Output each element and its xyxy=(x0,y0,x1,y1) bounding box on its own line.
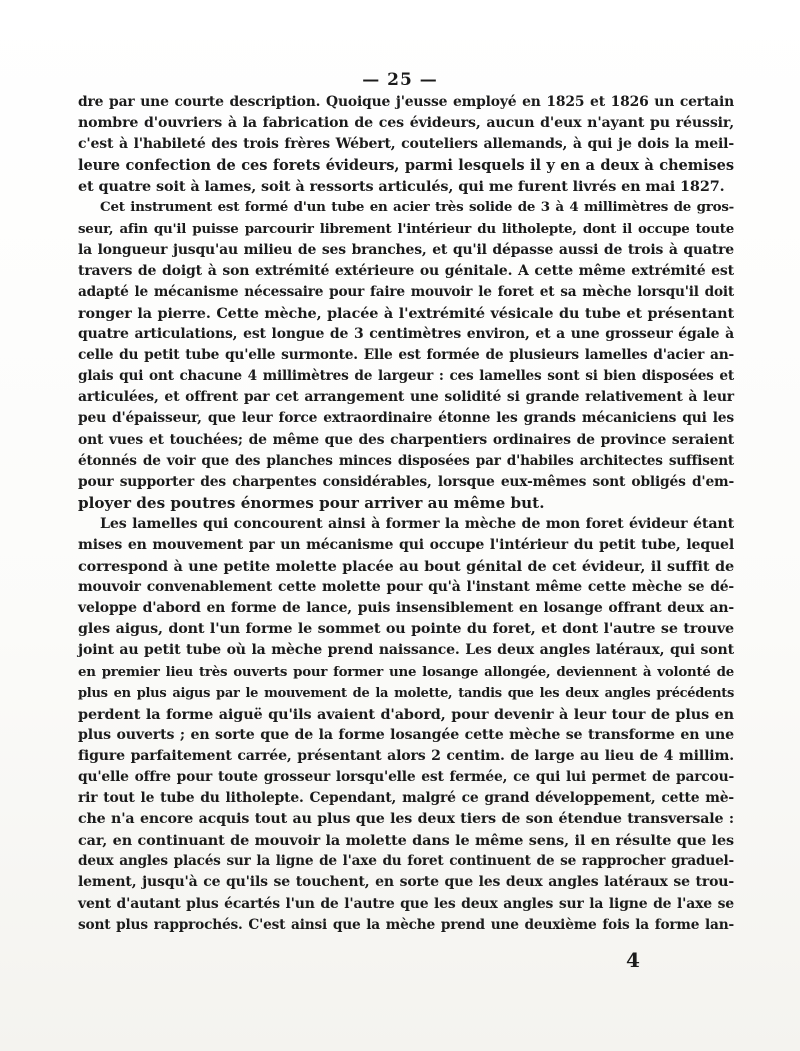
text-line: ployer des poutres énormes pour arriver au même but. xyxy=(78,493,545,512)
text-line: articulées, et offrent par cet arrangement une solidité si grande relativement à leur xyxy=(78,389,734,406)
paragraph xyxy=(78,92,734,197)
text-line: correspond à une petite molette placée au bout génital de cet évideur, il suffit de xyxy=(78,558,734,576)
text-line: mouvoir convenablement cette molette pour qu'à l'instant même cette mèche se dé- xyxy=(78,579,734,596)
body-text xyxy=(78,92,734,936)
text-line: seur, afin qu'il puisse parcourir librement l'intérieur du litholepte, dont il occupe toute xyxy=(78,220,734,237)
text-line: c'est à l'habileté des trois frères Wébert, couteliers allemands, à qui je dois la meil- xyxy=(78,136,734,153)
text-line: ont vues et touchées; de même que des charpentiers ordinaires de province seraient xyxy=(78,431,734,448)
paragraph xyxy=(78,197,734,513)
text-line: Cet instrument est formé d'un tube en acier très solide de 3 à 4 millimètres de gros- xyxy=(100,199,734,216)
text-line: étonnés de voir que des planches minces disposées par d'habiles architectes suffisent xyxy=(78,452,734,469)
text-line: deux angles placés sur la ligne de l'axe du foret continuent de se rapprocher graduel- xyxy=(78,853,734,870)
text-line: glais qui ont chacune 4 millimètres de largeur : ces lamelles sont si bien disposées et xyxy=(78,368,734,385)
text-line: veloppe d'abord en forme de lance, puis insensiblement en losange offrant deux an- xyxy=(78,600,734,617)
text-line: travers de doigt à son extrémité extérieure ou génitale. A cette même extrémité est xyxy=(78,262,734,279)
text-line: vent d'autant plus écartés l'un de l'autre que les deux angles sur la ligne de l'axe se xyxy=(78,895,734,912)
text-line: et quatre soit à lames, soit à ressorts articulés, qui me furent livrés en mai 1827. xyxy=(78,178,725,196)
text-line: joint au petit tube où la mèche prend naissance. Les deux angles latéraux, qui sont xyxy=(78,642,734,659)
text-line: adapté le mécanisme nécessaire pour faire mouvoir le foret et sa mèche lorsqu'il doit xyxy=(78,283,734,300)
text-line: mises en mouvement par un mécanisme qui occupe l'intérieur du petit tube, lequel xyxy=(78,536,734,553)
text-line: perdent la forme aiguë qu'ils avaient d'abord, pour devenir à leur tour de plus en xyxy=(78,705,734,723)
text-line: car, en continuant de mouvoir la molette dans le même sens, il en résulte que les xyxy=(78,832,734,850)
text-line: plus en plus aigus par le mouvement de la molette, tandis que les deux angles précédents xyxy=(78,685,734,701)
text-line: la longueur jusqu'au milieu de ses branches, et qu'il dépasse aussi de trois à quatre xyxy=(78,241,734,258)
text-line: gles aigus, dont l'un forme le sommet ou pointe du foret, et dont l'autre se trouve xyxy=(78,621,734,638)
text-line: peu d'épaisseur, que leur force extraordinaire étonne les grands mécaniciens qui les xyxy=(78,410,734,427)
text-line: ronger la pierre. Cette mèche, placée à l'extrémité vésicale du tube et présentant xyxy=(78,304,734,322)
text-line: nombre d'ouvriers à la fabrication de ces évideurs, aucun d'eux n'ayant pu réussir, xyxy=(78,115,734,132)
text-line: che n'a encore acquis tout au plus que les deux tiers de son étendue transversale : xyxy=(78,811,734,828)
page-number: — 25 — xyxy=(362,70,438,90)
text-line: quatre articulations, est longue de 3 centimètres environ, et a une grosseur égale à xyxy=(78,326,734,343)
text-line: lement, jusqu'à ce qu'ils se touchent, en sorte que les deux angles latéraux se trou- xyxy=(78,874,734,891)
text-line: figure parfaitement carrée, présentant alors 2 centim. de large au lieu de 4 millim. xyxy=(78,747,734,764)
text-line: celle du petit tube qu'elle surmonte. Elle est formée de plusieurs lamelles d'acier an- xyxy=(78,347,734,364)
text-line: Les lamelles qui concourent ainsi à former la mèche de mon foret évideur étant xyxy=(100,515,734,532)
text-line: rir tout le tube du litholepte. Cependant, malgré ce grand développement, cette mè- xyxy=(78,790,734,807)
text-line: qu'elle offre pour toute grosseur lorsqu'elle est fermée, ce qui lui permet de parcou- xyxy=(78,769,734,785)
text-line: plus ouverts ; en sorte que de la forme losangée cette mèche se transforme en une xyxy=(78,726,734,743)
text-line: sont plus rapprochés. C'est ainsi que la mèche prend une deuxième fois la forme lan- xyxy=(78,916,734,933)
text-line: dre par une courte description. Quoique j'eusse employé en 1825 et 1826 un certain xyxy=(78,94,734,110)
signature-mark: 4 xyxy=(626,948,640,972)
paragraph xyxy=(78,514,734,936)
text-line: pour supporter des charpentes considérables, lorsque eux-mêmes sont obligés d'em- xyxy=(78,473,734,490)
text-line: leure confection de ces forets évideurs, parmi lesquels il y en a deux à chemises xyxy=(78,157,734,175)
text-line: en premier lieu très ouverts pour former une losange allongée, deviennent à volonté de xyxy=(78,663,734,680)
